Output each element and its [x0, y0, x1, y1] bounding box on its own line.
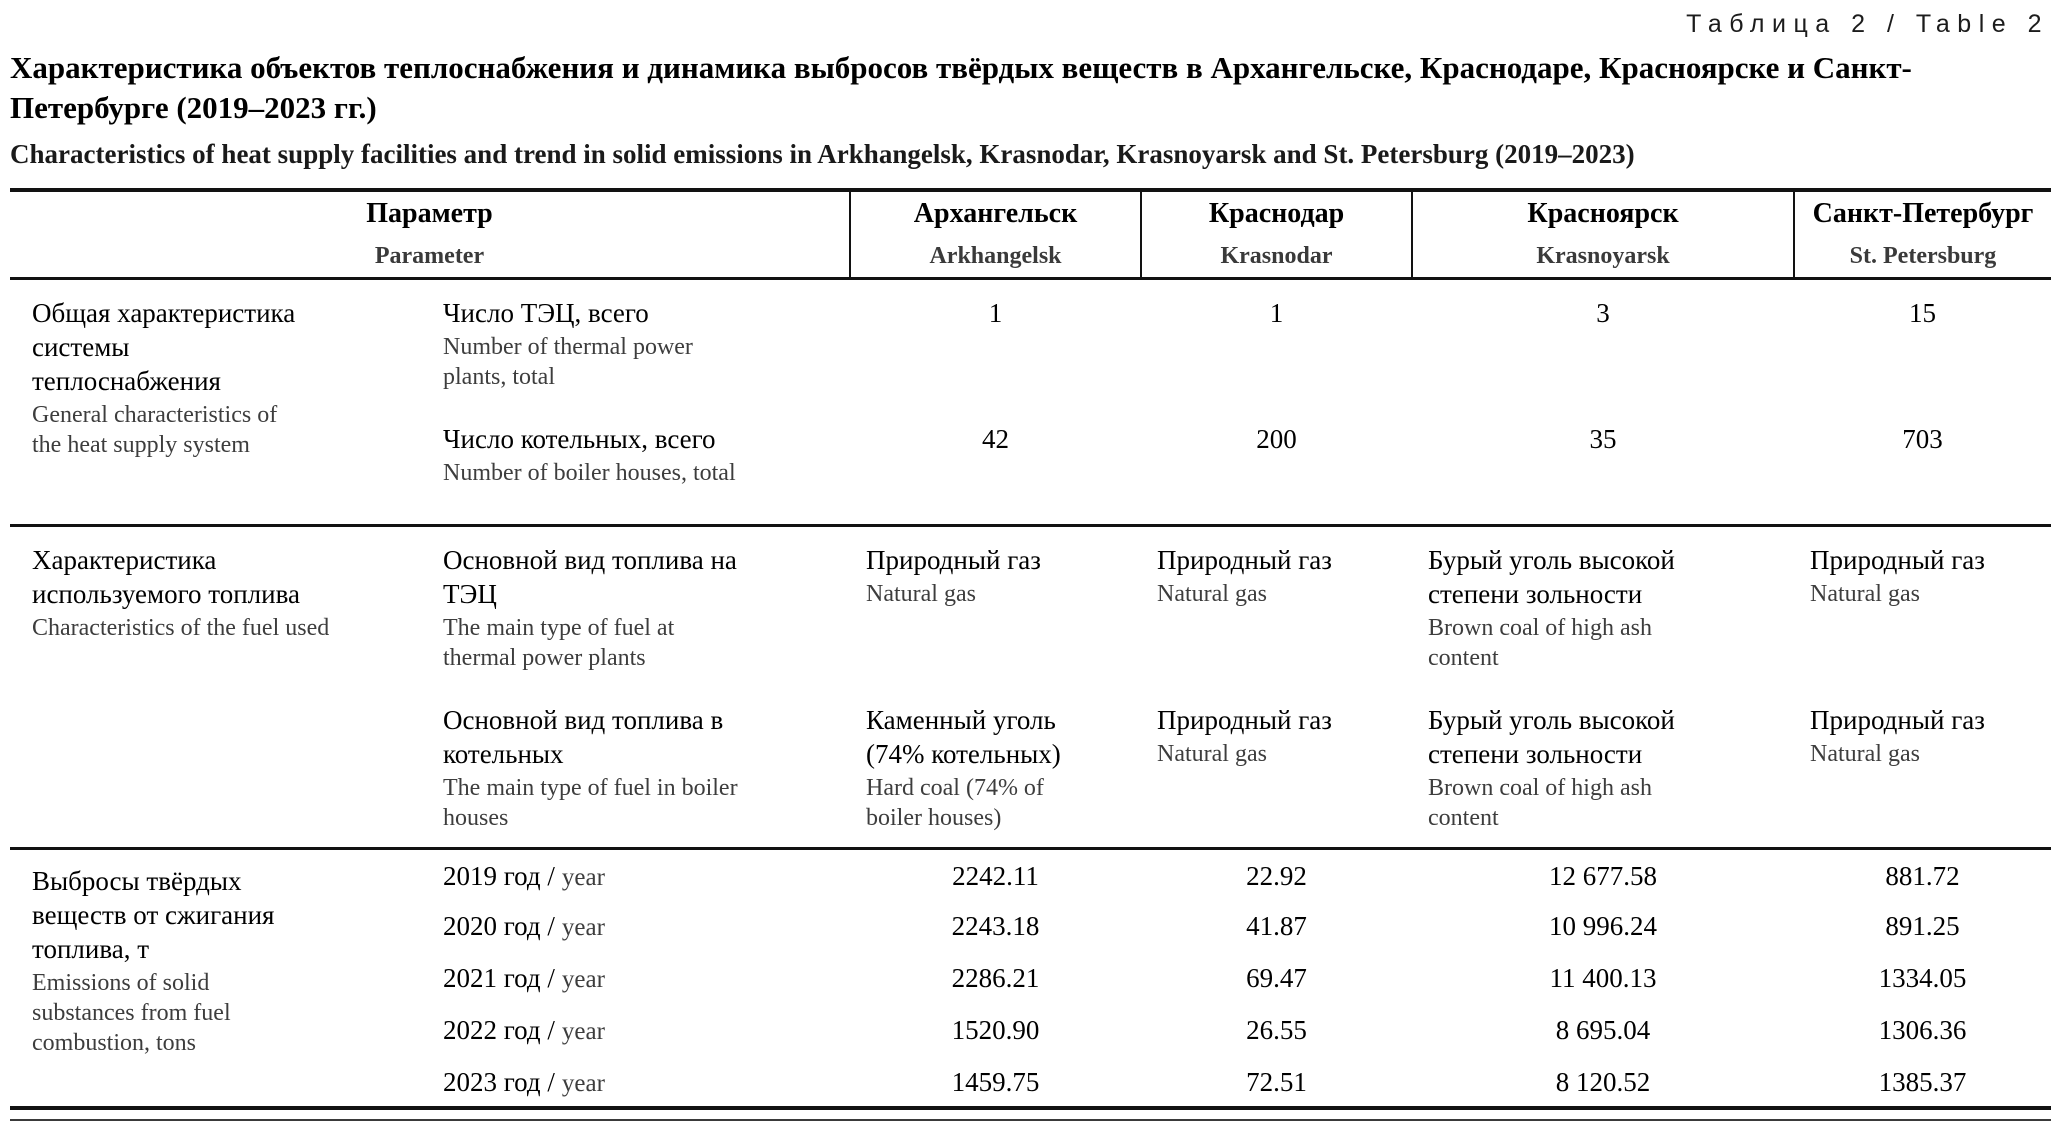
fuel-value-cell	[1412, 687, 1794, 849]
group-label-fuel	[10, 525, 426, 848]
year-ru: 2019 год /	[443, 860, 555, 891]
group-label-en: General characteristics of the heat supply system	[32, 401, 278, 458]
value-cell: 41.87	[1246, 911, 1307, 941]
fuel-en: Brown coal of high ash content	[1428, 614, 1652, 671]
fuel-ru: Бурый уголь высокой степени зольности	[1428, 704, 1675, 769]
table-title-ru: Характеристика объектов теплоснабжения и динамика выбросов твёрдых веществ в Архангельске, Краснодаре, Красноярске и Санкт-Петербурге (2019–2023 гг.)	[10, 50, 1912, 125]
city-name-ru: Архангельск	[913, 198, 1078, 230]
year-ru: 2020 год /	[443, 911, 555, 941]
value-cell: 22.92	[1141, 848, 1412, 900]
value-cell: 881.72	[1794, 848, 2051, 900]
param-label-fuel-tpp	[426, 525, 850, 687]
value-cell: 1520.90	[951, 1015, 1040, 1045]
param-en: Number of boiler houses, total	[443, 459, 736, 486]
city-name-en: Arkhangelsk	[929, 243, 1062, 270]
year-label-2022	[426, 1004, 850, 1056]
header-city-st-petersburg	[1794, 190, 2051, 278]
fuel-ru: Природный газ	[1157, 544, 1332, 575]
param-label-thermal-plants	[426, 278, 850, 406]
year-en: year	[561, 1018, 605, 1045]
fuel-ru: Природный газ	[1157, 704, 1332, 735]
fuel-en: Natural gas	[1157, 580, 1267, 607]
city-name-en: St. Petersburg	[1849, 243, 1997, 270]
year-en: year	[561, 1070, 605, 1097]
fuel-value-cell	[1794, 687, 2051, 849]
year-label-2023	[426, 1056, 850, 1108]
table-title-en: Characteristics of heat supply facilities and trend in solid emissions in Arkhangelsk, Krasnodar, Krasnoyarsk and St. Petersburg (2019–2023)	[10, 139, 1635, 169]
fuel-ru: Бурый уголь высокой степени зольности	[1428, 544, 1675, 609]
city-name-ru: Санкт-Петербург	[1812, 198, 2034, 230]
fuel-en: Natural gas	[1810, 580, 1920, 607]
param-ru: Основной вид топлива в котельных	[443, 704, 724, 769]
table-row	[10, 525, 2051, 687]
param-ru: Число ТЭЦ, всего	[443, 297, 649, 328]
value-cell: 15	[1909, 297, 1936, 328]
fuel-value-cell	[850, 525, 1141, 687]
city-name-ru: Красноярск	[1527, 198, 1679, 230]
fuel-ru: Природный газ	[1810, 544, 1985, 575]
city-name-ru: Краснодар	[1208, 198, 1345, 230]
value-cell: 42	[982, 423, 1009, 454]
fuel-value-cell	[1794, 525, 2051, 687]
value-cell: 1334.05	[1878, 963, 1967, 993]
group-label-ru: Выбросы твёрдых веществ от сжигания топлива, т	[32, 865, 275, 964]
header-city-arkhangelsk	[850, 190, 1141, 278]
year-en: year	[561, 914, 605, 941]
param-ru: Основной вид топлива на ТЭЦ	[443, 544, 737, 609]
fuel-ru: Природный газ	[1810, 704, 1985, 735]
param-label-fuel-boilers	[426, 687, 850, 849]
header-parameter-en: Parameter	[374, 243, 485, 270]
param-en: The main type of fuel at thermal power plants	[443, 614, 675, 671]
value-cell: 1306.36	[1878, 1015, 1967, 1045]
year-ru: 2023 год /	[443, 1067, 555, 1097]
group-label-emissions	[10, 848, 426, 1108]
fuel-ru: Природный газ	[866, 544, 1041, 575]
value-cell: 1385.37	[1878, 1067, 1967, 1097]
value-cell: 891.25	[1885, 911, 1960, 941]
group-label-ru: Общая характеристика системы теплоснабжения	[32, 297, 296, 396]
value-cell: 2286.21	[951, 963, 1040, 993]
group-label-general	[10, 278, 426, 525]
fuel-value-cell	[850, 687, 1141, 849]
value-cell: 8 120.52	[1555, 1067, 1651, 1097]
value-cell: 200	[1256, 423, 1297, 454]
fuel-en: Hard coal (74% of boiler houses)	[866, 774, 1044, 831]
data-table	[10, 188, 2051, 1110]
bottom-thin-rule	[10, 1119, 2051, 1121]
fuel-ru: Каменный уголь (74% котельных)	[866, 704, 1061, 769]
value-cell: 8 695.04	[1555, 1015, 1651, 1045]
value-cell: 11 400.13	[1549, 963, 1657, 993]
group-label-en: Characteristics of the fuel used	[32, 614, 330, 641]
fuel-value-cell	[1141, 687, 1412, 849]
year-ru: 2022 год /	[443, 1015, 555, 1045]
fuel-value-cell	[1412, 525, 1794, 687]
year-label-2020	[426, 900, 850, 952]
fuel-en: Brown coal of high ash content	[1428, 774, 1652, 831]
table-row	[10, 278, 2051, 406]
header-city-krasnoyarsk	[1412, 190, 1794, 278]
year-label-2021	[426, 952, 850, 1004]
city-name-en: Krasnoyarsk	[1536, 243, 1670, 270]
value-cell: 10 996.24	[1549, 911, 1657, 941]
fuel-en: Natural gas	[1157, 740, 1267, 767]
value-cell: 1	[1269, 297, 1284, 328]
value-cell: 2242.11	[850, 848, 1141, 900]
table-row	[10, 848, 2051, 900]
fuel-value-cell	[1141, 525, 1412, 687]
value-cell: 69.47	[1246, 963, 1307, 993]
value-cell: 12 677.58	[1412, 848, 1794, 900]
table-caption-label: Таблица 2 / Table 2	[1686, 10, 2049, 38]
city-name-en: Krasnodar	[1220, 243, 1333, 270]
value-cell: 2243.18	[951, 911, 1040, 941]
value-cell: 1	[988, 297, 1003, 328]
year-label-2019	[426, 848, 850, 900]
fuel-en: Natural gas	[1810, 740, 1920, 767]
value-cell: 72.51	[1246, 1067, 1307, 1097]
param-en: The main type of fuel in boiler houses	[443, 774, 738, 831]
header-city-krasnodar	[1141, 190, 1412, 278]
header-row	[10, 190, 2051, 278]
value-cell: 35	[1589, 423, 1617, 454]
value-cell: 703	[1902, 423, 1943, 454]
year-en: year	[561, 966, 605, 993]
fuel-en: Natural gas	[866, 580, 976, 607]
value-cell: 3	[1596, 297, 1610, 328]
group-label-ru: Характеристика используемого топлива	[32, 544, 300, 609]
param-en: Number of thermal power plants, total	[443, 333, 693, 390]
year-ru: 2021 год /	[443, 963, 555, 993]
param-label-boiler-houses	[426, 406, 850, 526]
year-en: year	[561, 863, 605, 891]
group-label-en: Emissions of solid substances from fuel combustion, tons	[32, 969, 231, 1056]
header-parameter-ru: Параметр	[366, 198, 493, 230]
value-cell: 26.55	[1246, 1015, 1307, 1045]
value-cell: 1459.75	[951, 1067, 1040, 1097]
param-ru: Число котельных, всего	[443, 423, 716, 454]
header-parameter-cell	[10, 190, 850, 278]
